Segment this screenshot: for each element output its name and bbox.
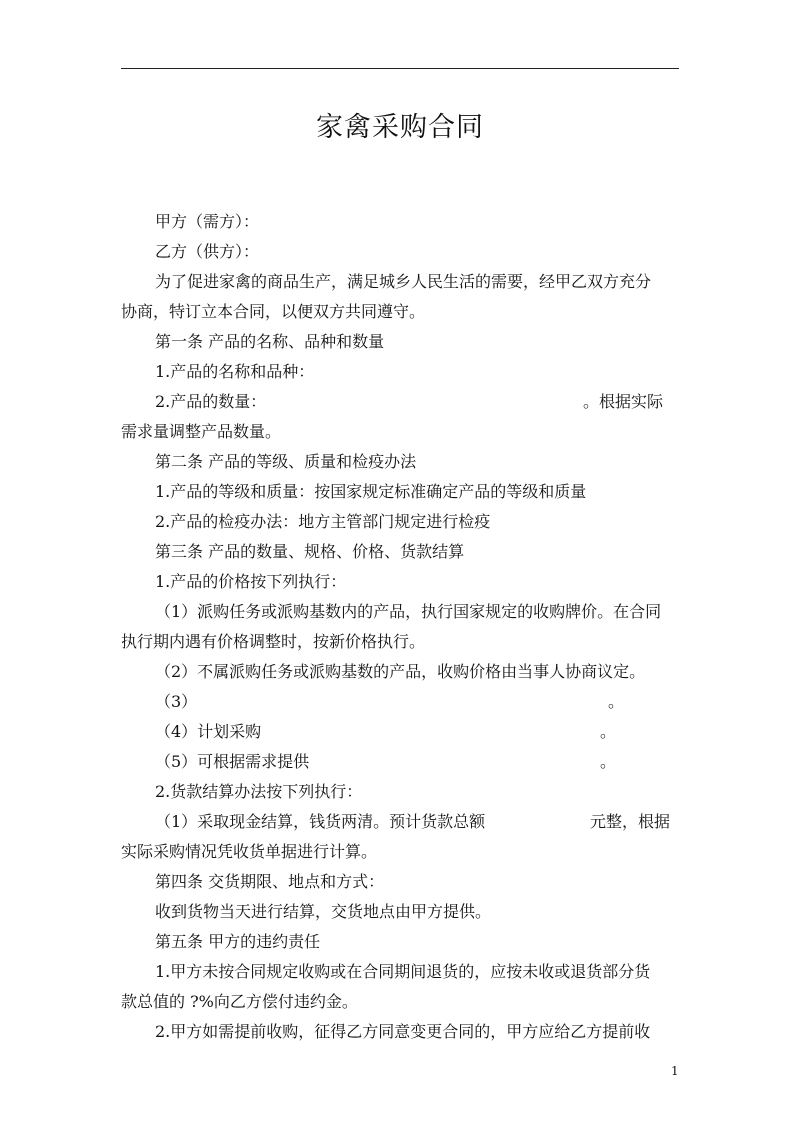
article-5-item-1-line-2: 款总值的 ?%向乙方偿付违约金。 xyxy=(121,992,358,1011)
settlement-line-1-tail: 元整，根据 xyxy=(590,812,671,831)
article-5-item-1-line-1: 1.甲方未按合同规定收购或在合同期间退货的，应按未收或退货部分货 xyxy=(155,962,651,981)
settlement-line-2: 实际采购情况凭收货单据进行计算。 xyxy=(121,842,378,861)
article-3-subitem-1-line-2: 执行期内遇有价格调整时，按新价格执行。 xyxy=(121,632,426,651)
article-3-subitem-3-tail: 。 xyxy=(608,692,625,711)
party-b-line: 乙方（供方）： xyxy=(155,242,260,261)
article-1-item-2-continued: 需求量调整产品数量。 xyxy=(121,422,282,441)
settlement-line-1: （1）采取现金结算，钱货两清。预计货款总额 xyxy=(155,812,486,831)
header-rule xyxy=(121,68,679,69)
article-3-subitem-2: （2）不属派购任务或派购基数的产品，收购价格由当事人协商议定。 xyxy=(155,662,646,681)
article-1-item-1: 1.产品的名称和品种： xyxy=(155,362,315,381)
article-3-subitem-5: （5）可根据需求提供 xyxy=(155,752,310,771)
article-5-item-2-line-1: 2.甲方如需提前收购，征得乙方同意变更合同的，甲方应给乙方提前收 xyxy=(155,1022,651,1041)
article-4-heading: 第四条 交货期限、地点和方式： xyxy=(155,872,385,891)
article-1-item-2: 2.产品的数量： xyxy=(155,392,267,411)
article-5-heading: 第五条 甲方的违约责任 xyxy=(155,932,321,951)
article-2-item-2: 2.产品的检疫办法：地方主管部门规定进行检疫 xyxy=(155,512,491,531)
page-title: 家禽采购合同 xyxy=(316,112,484,143)
article-1-item-2-tail: 。根据实际 xyxy=(583,392,664,411)
preamble-line-1: 为了促进家禽的商品生产，满足城乡人民生活的需要，经甲乙双方充分 xyxy=(155,272,652,291)
article-3-item-1: 1.产品的价格按下列执行： xyxy=(155,572,347,591)
article-3-heading: 第三条 产品的数量、规格、价格、货款结算 xyxy=(155,542,465,561)
article-3-subitem-5-tail: 。 xyxy=(600,752,617,771)
article-4-body: 收到货物当天进行结算，交货地点由甲方提供。 xyxy=(155,902,492,921)
article-3-subitem-4-tail: 。 xyxy=(600,722,617,741)
article-2-item-1: 1.产品的等级和质量：按国家规定标准确定产品的等级和质量 xyxy=(155,482,587,501)
preamble-line-2: 协商，特订立本合同，以便双方共同遵守。 xyxy=(121,302,426,321)
page-number: 1 xyxy=(671,1064,679,1078)
article-2-heading: 第二条 产品的等级、质量和检疫办法 xyxy=(155,452,417,471)
article-3-subitem-3: （3） xyxy=(155,692,198,711)
article-3-subitem-4: （4）计划采购 xyxy=(155,722,262,741)
article-1-heading: 第一条 产品的名称、品种和数量 xyxy=(155,332,385,351)
article-3-item-2: 2.货款结算办法按下列执行： xyxy=(155,782,363,801)
party-a-line: 甲方（需方）： xyxy=(155,212,260,231)
article-3-subitem-1-line-1: （1）派购任务或派购基数内的产品，执行国家规定的收购牌价。在合同 xyxy=(155,602,662,621)
